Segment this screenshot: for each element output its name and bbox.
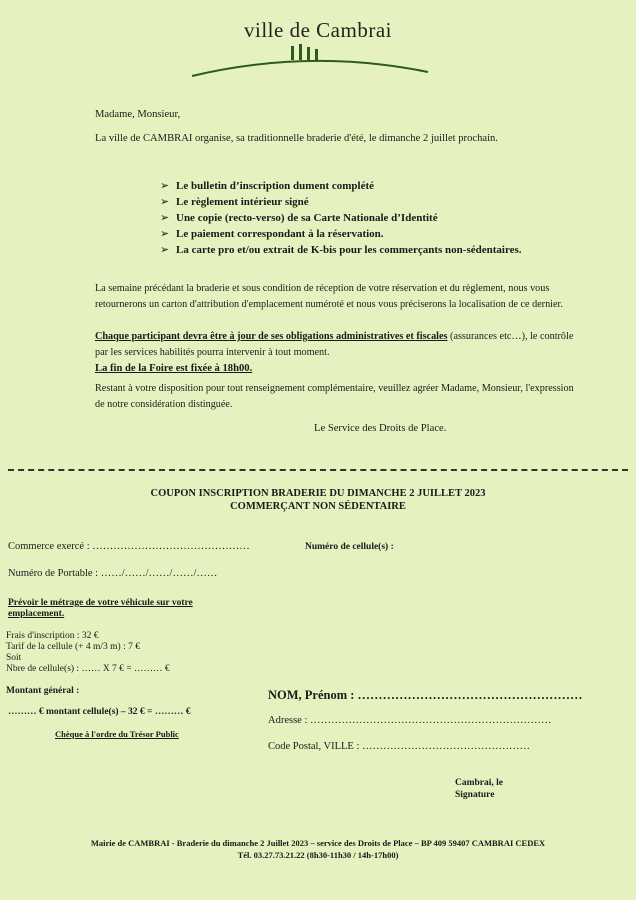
- coupon-title: COUPON INSCRIPTION BRADERIE DU DIMANCHE 2 JUILLET 2023: [150, 488, 486, 499]
- list-item: ➢ La carte pro et/ou extrait de K-bis pour les commerçants non-sédentaires.: [160, 244, 522, 256]
- required-documents-list: [160, 178, 522, 258]
- arrow-icon: ➢: [160, 196, 170, 208]
- metrage-note: Prévoir le métrage de votre véhicule sur votre: [8, 598, 193, 608]
- closing-paragraph: Restant à votre disposition pour tout renseignement complémentaire, veuillez agréer Madame, Monsieur, l'expression de notre considération distinguée.: [95, 383, 574, 410]
- frais-inscription: Frais d'inscription : 32 €: [6, 631, 99, 641]
- cut-line-divider: [8, 469, 628, 471]
- logo-text: ville de Cambrai: [244, 18, 392, 42]
- tarif-cellule: Tarif de la cellule (+ 4 m/3 m) : 7 €: [6, 642, 140, 652]
- reservation-paragraph: La semaine précédant la braderie et sous condition de réception de votre réservation et du règlement, nous vous retournerons un carton d'attribution d'emplacement numéroté et nous vous préciserons la localisation de ce dernier.: [95, 283, 563, 310]
- nbre-cellules-field[interactable]: Nbre de cellule(s) : …… X 7 € = ……… €: [6, 664, 170, 674]
- metrage-note-2: emplacement.: [8, 609, 65, 619]
- arrow-icon: ➢: [160, 180, 170, 192]
- commerce-field[interactable]: Commerce exercé : ………………………………………: [8, 541, 250, 552]
- end-time-notice: La fin de la Foire est fixée à 18h00.: [95, 363, 253, 374]
- obligation-rest: (assurances etc…), le contrôle par les services habilités pourra intervenir à tout moment.: [95, 331, 574, 358]
- obligation-bold: Chaque participant devra être à jour de ses obligations administratives et fiscales: [95, 331, 448, 342]
- nom-prenom-field[interactable]: NOM, Prénom : ………………………………………………: [268, 688, 583, 702]
- code-postal-ville-field[interactable]: Code Postal, VILLE : …………………………………………: [268, 741, 531, 752]
- list-item: ➢ Le paiement correspondant à la réservation.: [160, 228, 384, 240]
- arrow-icon: ➢: [160, 244, 170, 256]
- intro-text: La ville de CAMBRAI organise, sa traditionnelle braderie d'été, le dimanche 2 juillet prochain.: [95, 133, 498, 144]
- adresse-field[interactable]: Adresse : ……………………………………………………………: [268, 715, 552, 726]
- montant-general-label: Montant général :: [6, 686, 80, 696]
- coupon-subtitle: COMMERÇANT NON SÉDENTAIRE: [230, 501, 406, 512]
- cambrai-logo-icon: [190, 44, 430, 80]
- letter-signature: Le Service des Droits de Place.: [314, 423, 447, 434]
- cellule-field[interactable]: Numéro de cellule(s) :: [305, 542, 394, 552]
- cheque-note: Chèque à l'ordre du Trésor Public: [55, 729, 179, 739]
- arrow-icon: ➢: [160, 212, 170, 224]
- list-item: ➢ Le bulletin d’inscription dument complété: [160, 180, 375, 192]
- signature-label: Signature: [455, 790, 495, 800]
- salutation: Madame, Monsieur,: [95, 109, 181, 120]
- list-item: ➢ Le règlement intérieur signé: [160, 196, 309, 208]
- cambrai-le-label: Cambrai, le: [455, 778, 504, 788]
- arrow-icon: ➢: [160, 228, 170, 240]
- obligation-paragraph: [95, 329, 575, 361]
- montant-formula-field[interactable]: ……… € montant cellule(s) – 32 € = ……… €: [8, 707, 191, 717]
- portable-field[interactable]: Numéro de Portable : ……/……/……/……/……: [8, 568, 218, 579]
- list-item: ➢ Une copie (recto-verso) de sa Carte Nationale d’Identité: [160, 212, 438, 224]
- footer-line-1: Mairie de CAMBRAI - Braderie du dimanche 2 Juillet 2023 – service des Droits de Place – BP 409 59407 CAMBRAI CEDEX: [90, 838, 546, 848]
- footer-line-2: Tél. 03.27.73.21.22 (8h30-11h30 / 14h-17h00): [237, 850, 399, 860]
- soit-text: Soit: [6, 653, 22, 663]
